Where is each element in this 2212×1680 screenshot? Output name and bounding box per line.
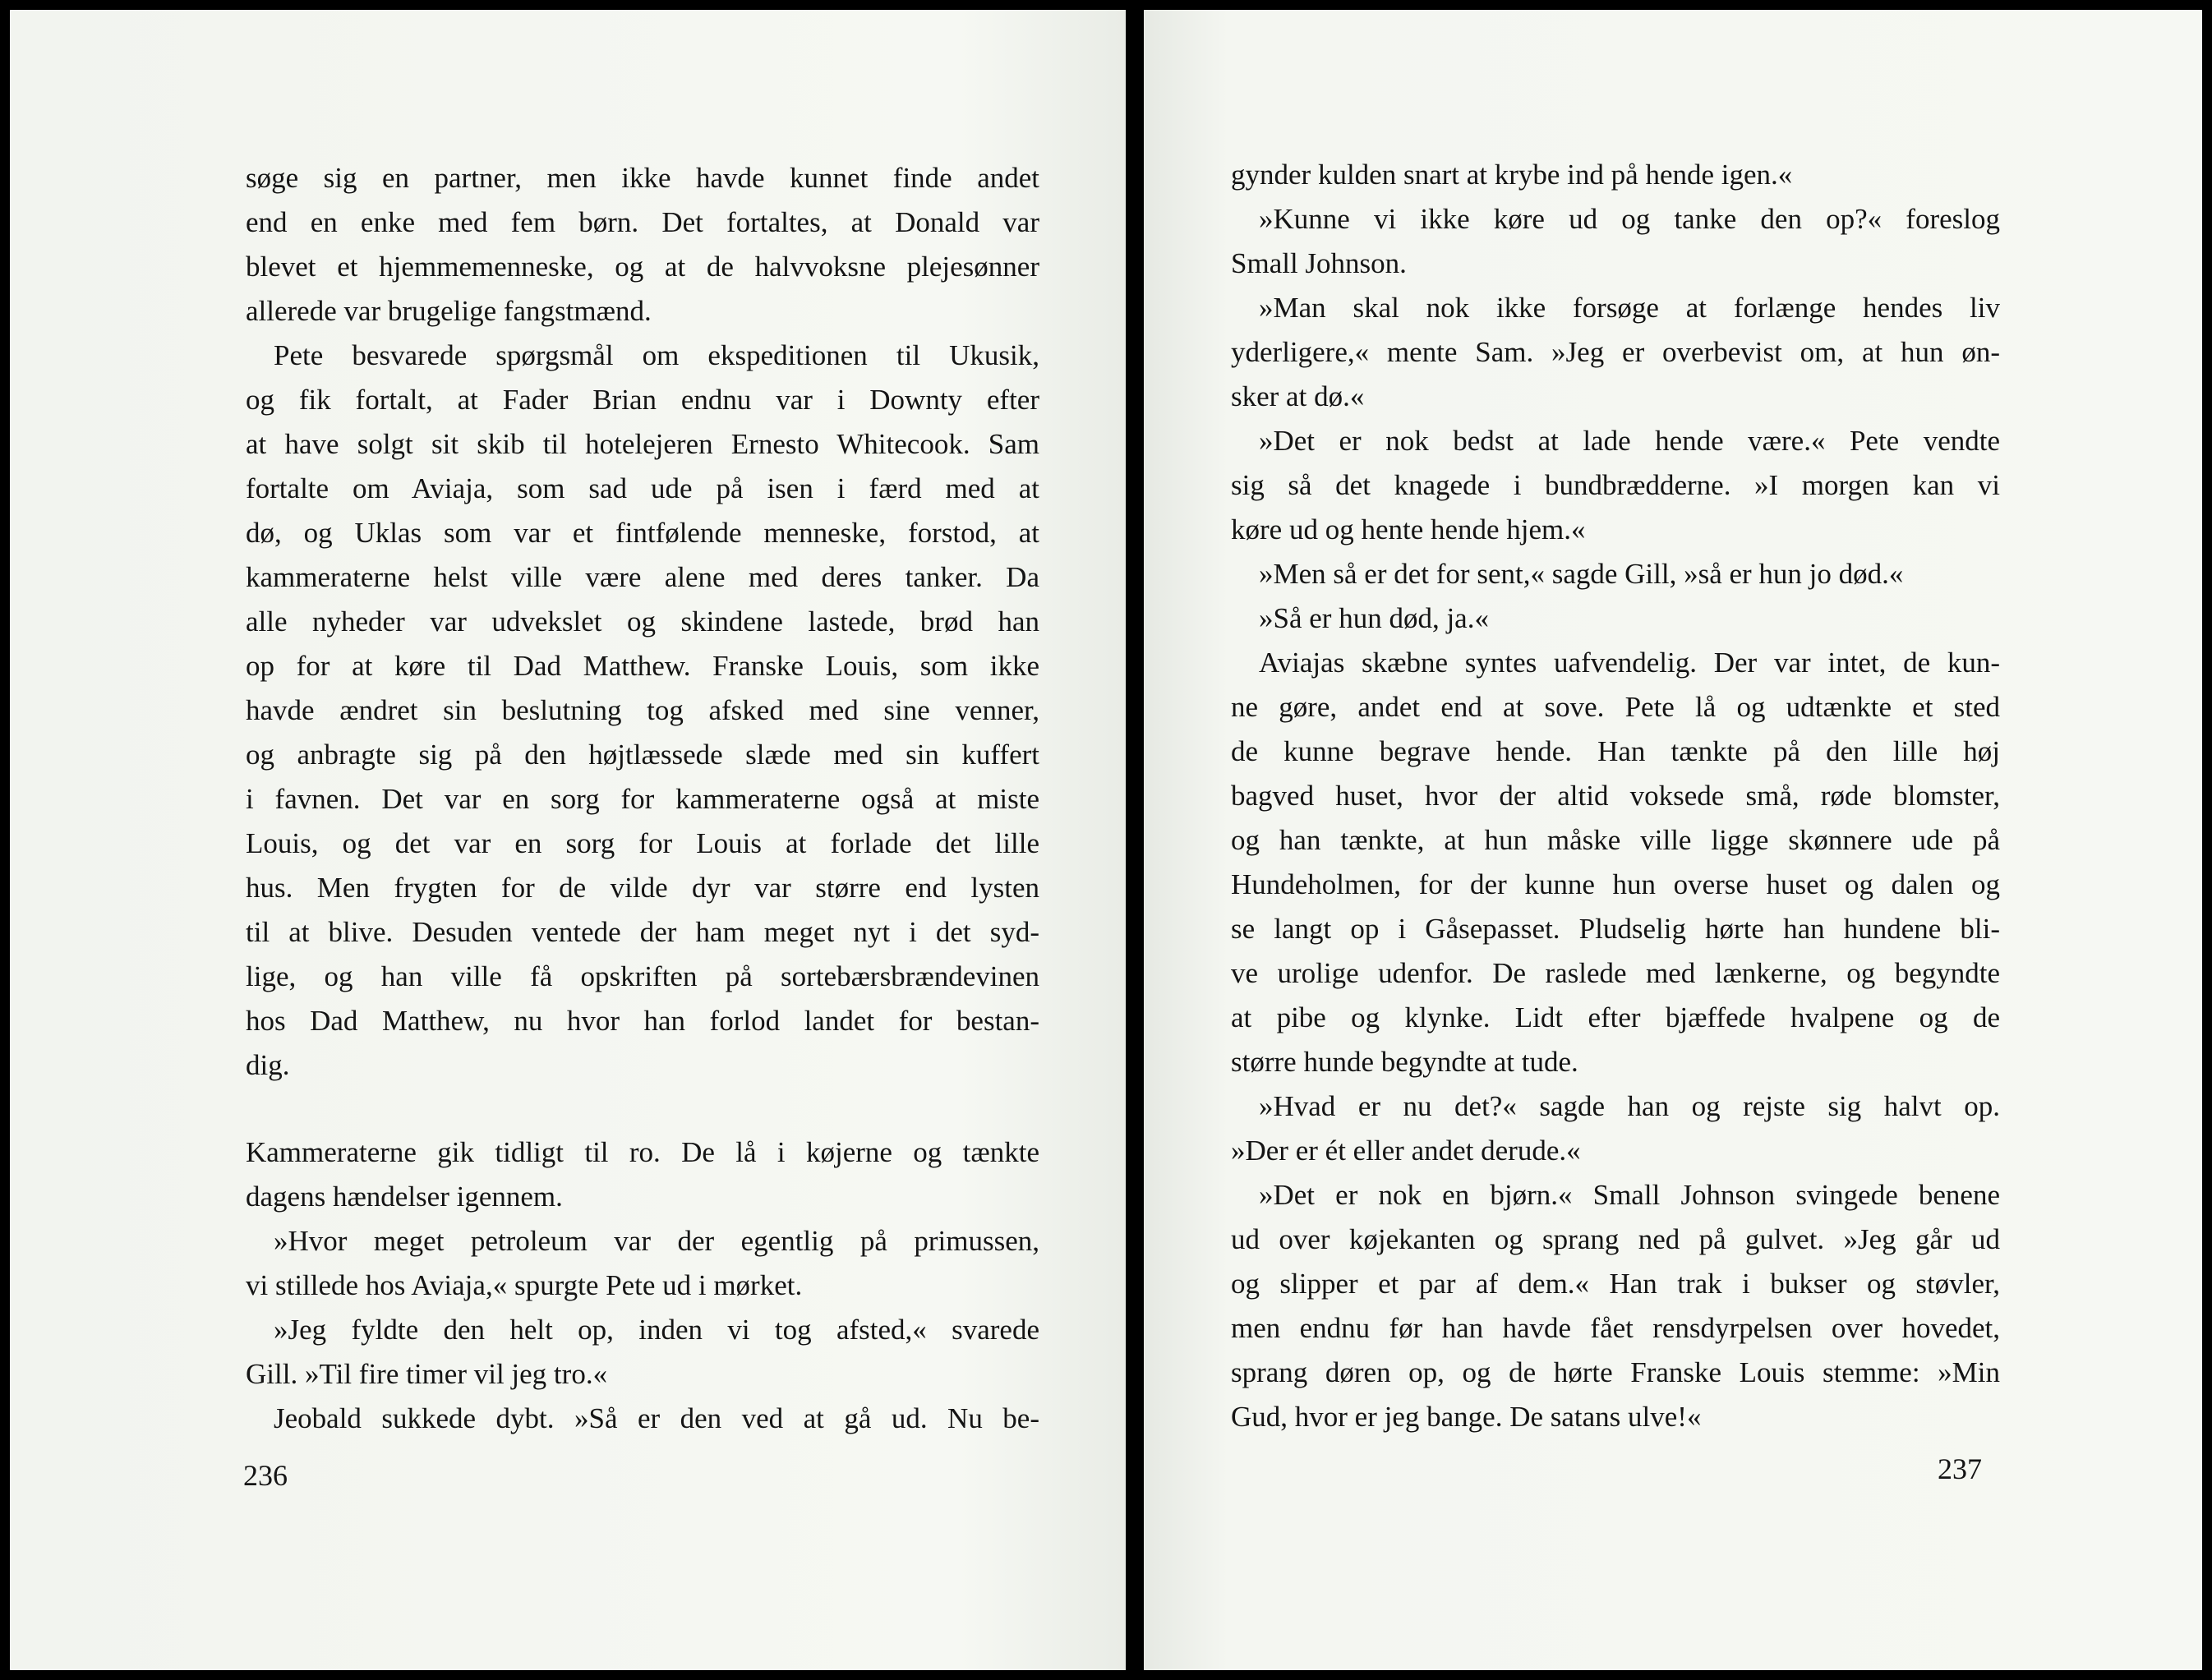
text-line: alle nyheder var udvekslet og skindene lastede, brød han	[246, 605, 1039, 637]
text-line: hus. Men frygten for de vilde dyr var større end lysten	[246, 872, 1039, 904]
text-line: »Så er hun død, ja.«	[1259, 602, 1489, 634]
text-line: at have solgt sit skib til hotelejeren Ernesto Whitecook. Sam	[246, 428, 1039, 460]
text-line: sker at dø.«	[1231, 380, 1365, 412]
text-line: »Hvad er nu det?« sagde han og rejste sig halvt op.	[1259, 1090, 2000, 1122]
text-line: ud over køjekanten og sprang ned på gulvet. »Jeg går ud	[1231, 1223, 2000, 1255]
right-page	[1144, 10, 2202, 1670]
text-line: de kunne begrave hende. Han tænkte på den lille høj	[1231, 735, 2000, 767]
text-line: men endnu før han havde fået rensdyrpelsen over hovedet,	[1231, 1312, 2000, 1344]
text-line: »Det er nok bedst at lade hende være.« Pete vendte	[1259, 425, 2000, 457]
text-line: dø, og Uklas som var et fintfølende menneske, forstod, at	[246, 517, 1039, 549]
text-line: hos Dad Matthew, nu hvor han forlod landet for bestan-	[246, 1005, 1039, 1037]
text-line: Hundeholmen, for der kunne hun overse huset og dalen og	[1231, 868, 2000, 900]
text-line: gynder kulden snart at krybe ind på hende igen.«	[1231, 159, 1793, 191]
text-line: større hunde begyndte at tude.	[1231, 1046, 1578, 1078]
text-line: og slipper et par af dem.« Han trak i bukser og støvler,	[1231, 1268, 2000, 1300]
text-line: ve urolige udenfor. De raslede med lænkerne, og begyndte	[1231, 957, 2000, 989]
text-line: Louis, og det var en sorg for Louis at forlade det lille	[246, 827, 1039, 859]
text-line: op for at køre til Dad Matthew. Franske Louis, som ikke	[246, 650, 1039, 682]
text-line: Aviajas skæbne syntes uafvendelig. Der var intet, de kun-	[1259, 647, 2000, 679]
text-line: dagens hændelser igennem.	[246, 1181, 563, 1213]
text-line: »Men så er det for sent,« sagde Gill, »så er hun jo død.«	[1259, 558, 1904, 590]
text-line: Gud, hvor er jeg bange. De satans ulve!«	[1231, 1401, 1702, 1433]
text-line: Kammeraterne gik tidligt til ro. De lå i køjerne og tænkte	[246, 1136, 1039, 1168]
page-number: 236	[243, 1459, 288, 1492]
text-line: søge sig en partner, men ikke havde kunnet finde andet	[246, 162, 1039, 194]
text-line: i favnen. Det var en sorg for kammeraterne også at miste	[246, 783, 1039, 815]
text-line: bagved huset, hvor der altid voksede små, røde blomster,	[1231, 780, 2000, 812]
text-line: dig.	[246, 1049, 290, 1081]
text-line: end en enke med fem børn. Det fortaltes, at Donald var	[246, 206, 1039, 238]
text-line: »Jeg fyldte den helt op, inden vi tog afsted,« svarede	[274, 1314, 1039, 1346]
text-line: sprang døren op, og de hørte Franske Louis stemme: »Min	[1231, 1356, 2000, 1388]
left-page	[10, 10, 1126, 1670]
text-line: havde ændret sin beslutning tog afsked med sine venner,	[246, 694, 1039, 726]
text-line: til at blive. Desuden ventede der ham meget nyt i det syd-	[246, 916, 1039, 948]
text-line: sig så det knagede i bundbrædderne. »I morgen kan vi	[1231, 469, 2000, 501]
text-line: lige, og han ville få opskriften på sortebærsbrændevinen	[246, 960, 1039, 992]
text-line: Pete besvarede spørgsmål om ekspeditionen til Ukusik,	[274, 339, 1039, 371]
right-page-body	[1231, 153, 2000, 1439]
text-line: yderligere,« mente Sam. »Jeg er overbevist om, at hun øn-	[1231, 336, 2000, 368]
text-line: »Der er ét eller andet derude.«	[1231, 1135, 1581, 1167]
page-number: 237	[1938, 1452, 1982, 1485]
text-line: »Hvor meget petroleum var der egentlig på primussen,	[274, 1225, 1039, 1257]
text-line: se langt op i Gåsepasset. Pludselig hørte han hundene bli-	[1231, 913, 2000, 945]
text-line: Jeobald sukkede dybt. »Så er den ved at gå ud. Nu be-	[274, 1402, 1039, 1434]
left-page-body	[246, 156, 1039, 1441]
text-line: Gill. »Til fire timer vil jeg tro.«	[246, 1358, 608, 1390]
text-line: og han tænkte, at hun måske ville ligge skønnere ude på	[1231, 824, 2000, 856]
text-line: og anbragte sig på den højtlæssede slæde med sin kuffert	[246, 739, 1039, 771]
text-line: fortalte om Aviaja, som sad ude på isen i færd med at	[246, 472, 1039, 504]
text-line: vi stillede hos Aviaja,« spurgte Pete ud i mørket.	[246, 1269, 803, 1301]
text-line: at pibe og klynke. Lidt efter bjæffede hvalpene og de	[1231, 1001, 2000, 1033]
text-line: ne gøre, andet end at sove. Pete lå og udtænkte et sted	[1231, 691, 2000, 723]
text-line: blevet et hjemmemenneske, og at de halvvoksne plejesønner	[246, 251, 1039, 283]
text-line: »Man skal nok ikke forsøge at forlænge hendes liv	[1259, 292, 2000, 324]
text-line: allerede var brugelige fangstmænd.	[246, 295, 652, 327]
text-line: og fik fortalt, at Fader Brian endnu var i Downty efter	[246, 384, 1039, 416]
text-line: kammeraterne helst ville være alene med deres tanker. Da	[246, 561, 1039, 593]
text-line: køre ud og hente hende hjem.«	[1231, 513, 1586, 545]
text-line: Small Johnson.	[1231, 247, 1407, 279]
text-line: »Kunne vi ikke køre ud og tanke den op?« foreslog	[1259, 203, 2000, 235]
text-line: »Det er nok en bjørn.« Small Johnson svingede benene	[1259, 1179, 2000, 1211]
